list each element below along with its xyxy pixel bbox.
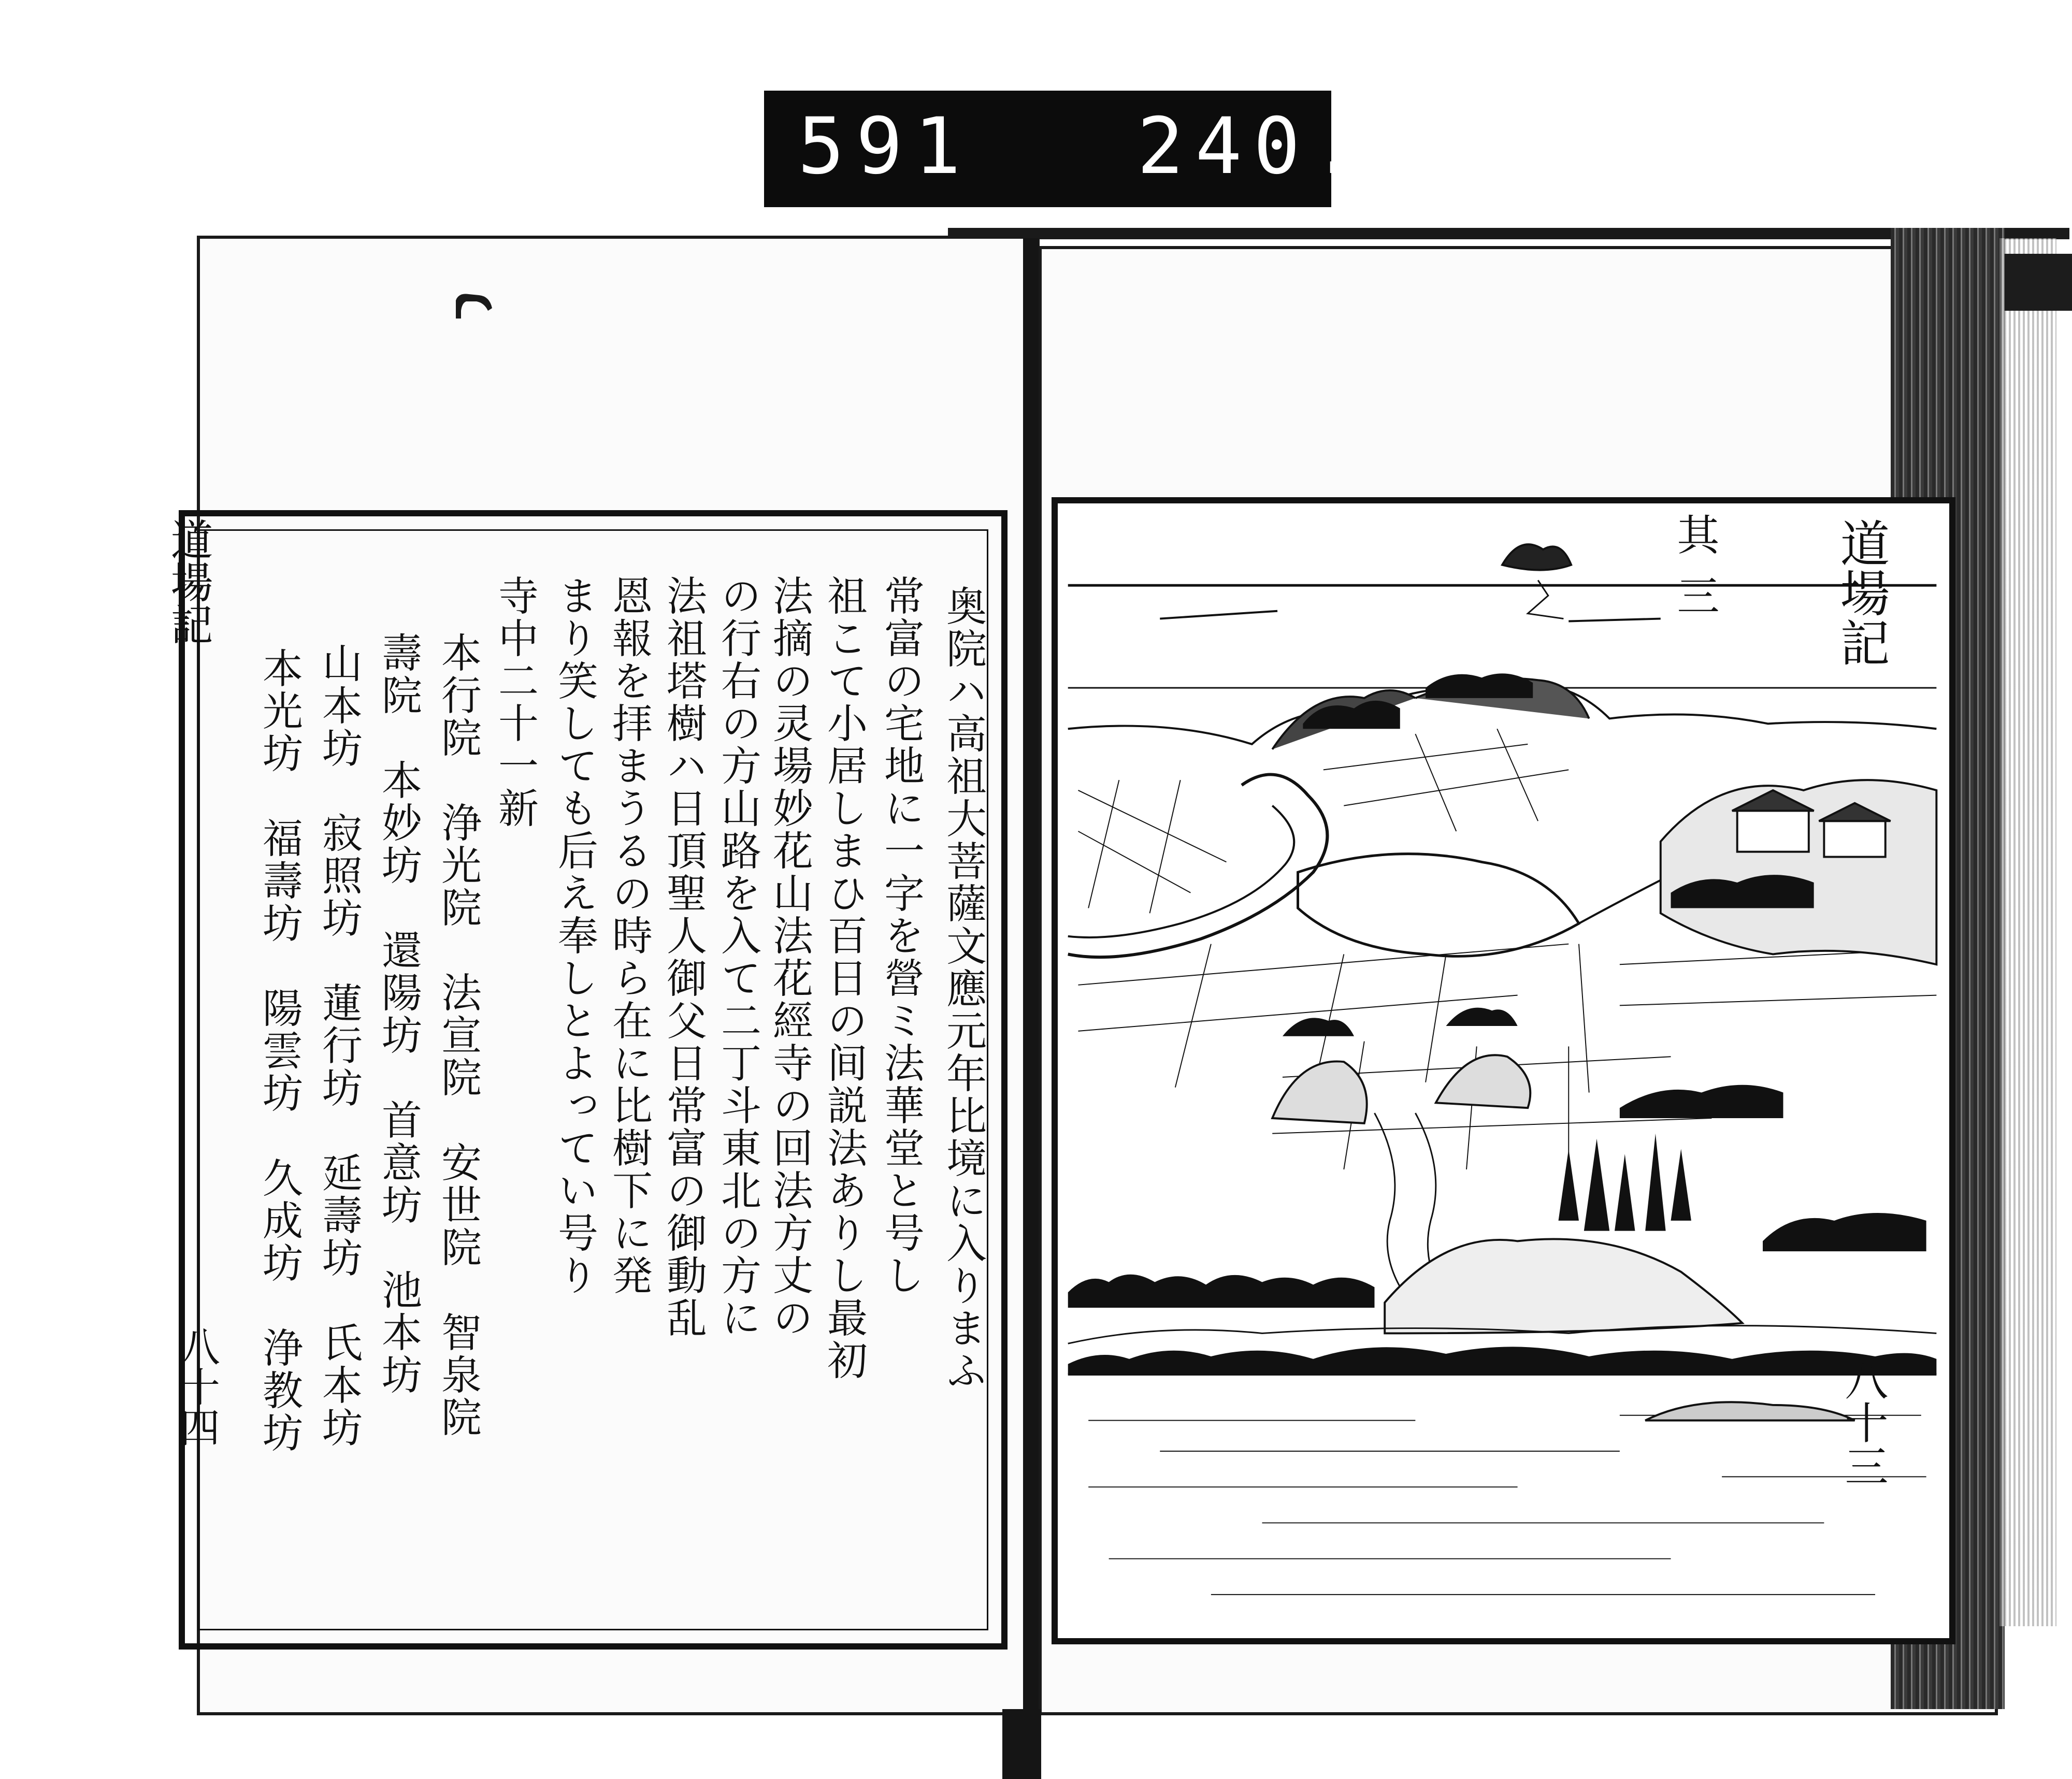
right-margin-title: 道場記 — [1832, 518, 1890, 667]
catalog-label — [764, 91, 1370, 207]
body-column: の行右の方山路を入て二丁斗東北の方に — [714, 575, 761, 1339]
body-column: 法摘の灵場妙花山法花經寺の回法方丈の — [766, 575, 813, 1339]
label-left-number: 591 — [798, 102, 972, 192]
sub-temple-column: 本光坊 福壽坊 陽雲坊 久成坊 浄教坊 — [256, 647, 303, 1454]
sub-temple-column: 山本坊 寂照坊 蓮行坊 延壽坊 氏本坊 — [315, 642, 362, 1449]
landscape-illustration — [1058, 503, 1949, 1638]
spine-foot — [1002, 1709, 1041, 1779]
book-spine — [1023, 238, 1039, 1745]
left-margin-page-number: 八十四 — [173, 1326, 220, 1447]
body-column: 常富の宅地に一字を營ミ法華堂と号し — [877, 575, 924, 1297]
label-right-number: 240. — [1137, 102, 1370, 192]
body-column: 法祖塔樹ハ日頂聖人御父日常富の御動乱 — [660, 575, 707, 1339]
page-edge-hatch — [1999, 238, 2056, 1626]
sub-temple-column: 本行院 浄光院 法宣院 安世院 智泉院 — [435, 632, 481, 1439]
body-column: 祖こて小居しまひ百日の间説法ありし最初 — [821, 575, 867, 1382]
ink-mark-icon — [451, 290, 500, 321]
body-column: 奥院ハ高祖大菩薩文應元年比境に入りまふ — [940, 585, 986, 1392]
body-column: 恩報を拝まうるの時ら在に比樹下に発 — [606, 575, 652, 1297]
illustration-part-label: 其三 — [1670, 513, 1719, 635]
illustration-frame — [1052, 497, 1955, 1644]
body-column: まり笑しても后え奉しとよってい号り — [551, 575, 598, 1297]
temple-count-heading: 寺中二十一新 — [492, 575, 538, 830]
right-margin-page-number: 八十三 — [1838, 1357, 1889, 1487]
left-margin-title: 道場記 — [164, 518, 213, 645]
edge-tab — [2005, 254, 2072, 311]
sub-temple-column: 壽院 本妙坊 還陽坊 首意坊 池本坊 — [375, 632, 422, 1396]
